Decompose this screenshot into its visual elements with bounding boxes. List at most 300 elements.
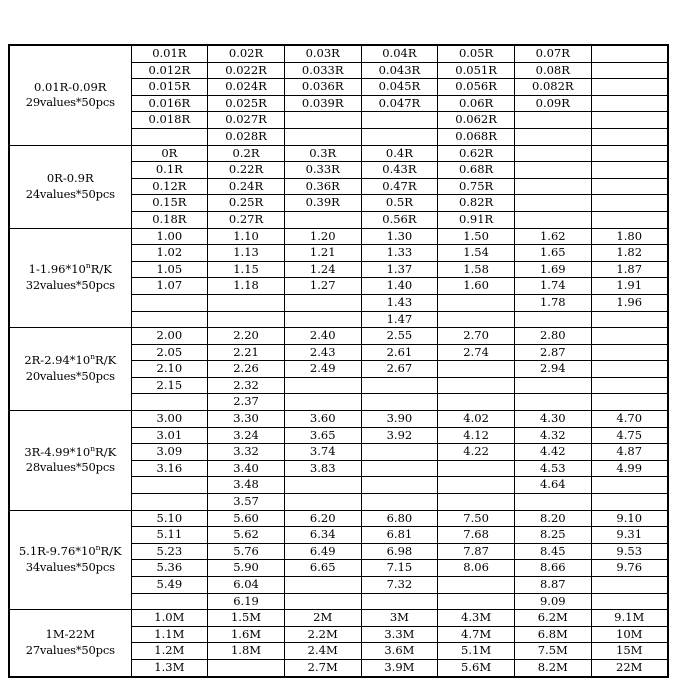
exponent-n: n bbox=[85, 261, 91, 271]
value-cell: 3.32 bbox=[208, 444, 285, 461]
empty-cell bbox=[591, 128, 668, 145]
group-count-label: 24values*50pcs bbox=[25, 186, 115, 201]
value-cell: 0.02R bbox=[208, 45, 285, 62]
value-cell: 3.24 bbox=[208, 427, 285, 444]
value-cell: 0.75R bbox=[438, 178, 515, 195]
exponent-n: n bbox=[90, 443, 96, 453]
value-cell: 3.57 bbox=[208, 494, 285, 511]
value-cell: 1.54 bbox=[438, 245, 515, 262]
empty-cell bbox=[438, 377, 515, 394]
value-cell: 0.045R bbox=[361, 79, 438, 96]
value-cell: 2.49 bbox=[284, 361, 361, 378]
value-cell: 1.33 bbox=[361, 245, 438, 262]
empty-cell bbox=[591, 62, 668, 79]
value-cell: 2.55 bbox=[361, 328, 438, 345]
value-cell: 1.00 bbox=[131, 228, 208, 245]
value-cell: 9.10 bbox=[591, 510, 668, 527]
empty-cell bbox=[208, 311, 285, 328]
value-cell: 2.05 bbox=[131, 344, 208, 361]
empty-cell bbox=[284, 593, 361, 610]
value-cell: 8.45 bbox=[514, 543, 591, 560]
value-cell: 2.43 bbox=[284, 344, 361, 361]
value-cell: 1.37 bbox=[361, 261, 438, 278]
group-range-label: 1-1.96*10$^n$R/K bbox=[28, 261, 112, 277]
value-cell: 0.22R bbox=[208, 162, 285, 179]
value-cell: 0.68R bbox=[438, 162, 515, 179]
empty-cell bbox=[591, 79, 668, 96]
value-cell: 4.22 bbox=[438, 444, 515, 461]
empty-cell bbox=[284, 494, 361, 511]
empty-cell bbox=[591, 477, 668, 494]
empty-cell bbox=[514, 377, 591, 394]
empty-cell bbox=[361, 112, 438, 129]
value-cell: 0.36R bbox=[284, 178, 361, 195]
value-cell: 2.94 bbox=[514, 361, 591, 378]
value-cell: 8.87 bbox=[514, 577, 591, 594]
empty-cell bbox=[131, 477, 208, 494]
empty-cell bbox=[591, 145, 668, 162]
empty-cell bbox=[591, 494, 668, 511]
table-row bbox=[9, 328, 668, 345]
value-cell: 1.21 bbox=[284, 245, 361, 262]
empty-cell bbox=[514, 128, 591, 145]
value-cell: 0.024R bbox=[208, 79, 285, 96]
group-range-label: 3R-4.99*10$^n$R/K bbox=[24, 443, 117, 459]
value-cell: 2.7M bbox=[284, 659, 361, 676]
group-range-label: 2R-2.94*10$^n$R/K bbox=[24, 352, 117, 368]
table-row bbox=[9, 411, 668, 428]
value-cell: 4.02 bbox=[438, 411, 515, 428]
empty-cell bbox=[591, 593, 668, 610]
value-cell: 0.06R bbox=[438, 95, 515, 112]
value-cell: 0.1R bbox=[131, 162, 208, 179]
empty-cell bbox=[361, 593, 438, 610]
value-cell: 1.5M bbox=[208, 610, 285, 627]
group-count-label: 28values*50pcs bbox=[25, 460, 115, 475]
empty-cell bbox=[284, 477, 361, 494]
empty-cell bbox=[591, 211, 668, 228]
value-cell: 1.69 bbox=[514, 261, 591, 278]
empty-cell bbox=[284, 112, 361, 129]
value-cell: 0.047R bbox=[361, 95, 438, 112]
empty-cell bbox=[591, 162, 668, 179]
value-cell: 7.68 bbox=[438, 527, 515, 544]
table-row bbox=[9, 45, 668, 62]
value-cell: 0.025R bbox=[208, 95, 285, 112]
value-cell: 3.6M bbox=[361, 643, 438, 660]
value-cell: 0.27R bbox=[208, 211, 285, 228]
value-cell: 3.90 bbox=[361, 411, 438, 428]
empty-cell bbox=[208, 294, 285, 311]
group-count-label: 34values*50pcs bbox=[25, 559, 115, 574]
value-cell: 9.1M bbox=[591, 610, 668, 627]
empty-cell bbox=[591, 112, 668, 129]
value-cell: 2M bbox=[284, 610, 361, 627]
value-cell: 0.47R bbox=[361, 178, 438, 195]
empty-cell bbox=[131, 394, 208, 411]
group-count-label: 32values*50pcs bbox=[25, 277, 115, 292]
value-cell: 0.033R bbox=[284, 62, 361, 79]
group-range-label: 5.1R-9.76*10$^n$R/K bbox=[18, 543, 122, 559]
value-cell: 1.47 bbox=[361, 311, 438, 328]
value-cell: 0.82R bbox=[438, 195, 515, 212]
resistor-value-table bbox=[8, 44, 669, 678]
empty-cell bbox=[591, 45, 668, 62]
empty-cell bbox=[131, 494, 208, 511]
empty-cell bbox=[514, 211, 591, 228]
value-cell: 3.30 bbox=[208, 411, 285, 428]
value-cell: 3.92 bbox=[361, 427, 438, 444]
value-cell: 1.8M bbox=[208, 643, 285, 660]
value-cell: 0.62R bbox=[438, 145, 515, 162]
value-cell: 8.25 bbox=[514, 527, 591, 544]
empty-cell bbox=[591, 361, 668, 378]
empty-cell bbox=[284, 128, 361, 145]
empty-cell bbox=[208, 659, 285, 676]
value-cell: 1.6M bbox=[208, 626, 285, 643]
group-count-label: 20values*50pcs bbox=[25, 369, 115, 384]
value-cell: 9.09 bbox=[514, 593, 591, 610]
empty-cell bbox=[361, 494, 438, 511]
empty-cell bbox=[591, 178, 668, 195]
value-cell: 4.12 bbox=[438, 427, 515, 444]
value-cell: 7.15 bbox=[361, 560, 438, 577]
table-row bbox=[9, 228, 668, 245]
value-cell: 5.10 bbox=[131, 510, 208, 527]
value-cell: 2.40 bbox=[284, 328, 361, 345]
empty-cell bbox=[131, 128, 208, 145]
table-row bbox=[9, 145, 668, 162]
group-label-group-5r1-9r76 bbox=[9, 510, 131, 610]
value-cell: 0.15R bbox=[131, 195, 208, 212]
value-cell: 6.98 bbox=[361, 543, 438, 560]
empty-cell bbox=[438, 460, 515, 477]
value-cell: 6.19 bbox=[208, 593, 285, 610]
value-cell: 2.70 bbox=[438, 328, 515, 345]
empty-cell bbox=[438, 394, 515, 411]
empty-cell bbox=[361, 394, 438, 411]
empty-cell bbox=[284, 211, 361, 228]
value-cell: 1.1M bbox=[131, 626, 208, 643]
value-cell: 2.26 bbox=[208, 361, 285, 378]
exponent-n: n bbox=[95, 543, 101, 553]
empty-cell bbox=[514, 178, 591, 195]
value-cell: 1.10 bbox=[208, 228, 285, 245]
value-cell: 1.30 bbox=[361, 228, 438, 245]
empty-cell bbox=[284, 294, 361, 311]
value-cell: 1.40 bbox=[361, 278, 438, 295]
value-cell: 0.4R bbox=[361, 145, 438, 162]
group-range-label: 1M-22M bbox=[45, 627, 95, 642]
value-cell: 2.21 bbox=[208, 344, 285, 361]
value-cell: 3.9M bbox=[361, 659, 438, 676]
empty-cell bbox=[131, 593, 208, 610]
empty-cell bbox=[591, 195, 668, 212]
empty-cell bbox=[361, 128, 438, 145]
value-cell: 0.56R bbox=[361, 211, 438, 228]
value-cell: 5.1M bbox=[438, 643, 515, 660]
empty-cell bbox=[284, 377, 361, 394]
group-label-group-0r01-0r09 bbox=[9, 45, 131, 145]
value-cell: 2.61 bbox=[361, 344, 438, 361]
empty-cell bbox=[284, 394, 361, 411]
value-cell: 1.02 bbox=[131, 245, 208, 262]
value-cell: 5.23 bbox=[131, 543, 208, 560]
value-cell: 1.82 bbox=[591, 245, 668, 262]
value-cell: 0R bbox=[131, 145, 208, 162]
exponent-n: n bbox=[90, 352, 96, 362]
value-cell: 7.50 bbox=[438, 510, 515, 527]
value-cell: 4.42 bbox=[514, 444, 591, 461]
table-row bbox=[9, 510, 668, 527]
value-cell: 1.20 bbox=[284, 228, 361, 245]
value-cell: 6.80 bbox=[361, 510, 438, 527]
empty-cell bbox=[591, 394, 668, 411]
group-label-group-0r-0r9 bbox=[9, 145, 131, 228]
empty-cell bbox=[514, 195, 591, 212]
value-cell: 0.43R bbox=[361, 162, 438, 179]
value-cell: 1.05 bbox=[131, 261, 208, 278]
value-cell: 8.20 bbox=[514, 510, 591, 527]
group-count-label: 27values*50pcs bbox=[25, 642, 115, 657]
value-cell: 3.00 bbox=[131, 411, 208, 428]
value-cell: 0.018R bbox=[131, 112, 208, 129]
value-cell: 5.90 bbox=[208, 560, 285, 577]
value-cell: 1.50 bbox=[438, 228, 515, 245]
value-cell: 5.6M bbox=[438, 659, 515, 676]
value-cell: 0.027R bbox=[208, 112, 285, 129]
value-cell: 1.15 bbox=[208, 261, 285, 278]
value-cell: 5.62 bbox=[208, 527, 285, 544]
value-cell: 4.70 bbox=[591, 411, 668, 428]
empty-cell bbox=[284, 311, 361, 328]
value-cell: 6.2M bbox=[514, 610, 591, 627]
value-cell: 2.4M bbox=[284, 643, 361, 660]
value-cell: 2.87 bbox=[514, 344, 591, 361]
empty-cell bbox=[514, 494, 591, 511]
empty-cell bbox=[514, 145, 591, 162]
value-cell: 2.80 bbox=[514, 328, 591, 345]
value-cell: 3.60 bbox=[284, 411, 361, 428]
empty-cell bbox=[438, 494, 515, 511]
value-cell: 5.49 bbox=[131, 577, 208, 594]
value-cell: 1.60 bbox=[438, 278, 515, 295]
value-cell: 1.62 bbox=[514, 228, 591, 245]
value-cell: 3.01 bbox=[131, 427, 208, 444]
empty-cell bbox=[591, 311, 668, 328]
empty-cell bbox=[438, 294, 515, 311]
value-cell: 2.37 bbox=[208, 394, 285, 411]
group-count-label: 29values*50pcs bbox=[25, 95, 115, 110]
value-cell: 0.039R bbox=[284, 95, 361, 112]
value-cell: 5.76 bbox=[208, 543, 285, 560]
value-cell: 9.31 bbox=[591, 527, 668, 544]
value-cell: 2.32 bbox=[208, 377, 285, 394]
value-cell: 0.022R bbox=[208, 62, 285, 79]
value-cell: 3.48 bbox=[208, 477, 285, 494]
group-range-label: 0R-0.9R bbox=[46, 170, 94, 185]
value-cell: 0.016R bbox=[131, 95, 208, 112]
value-cell: 4.64 bbox=[514, 477, 591, 494]
value-cell: 0.33R bbox=[284, 162, 361, 179]
empty-cell bbox=[438, 593, 515, 610]
value-cell: 6.81 bbox=[361, 527, 438, 544]
value-cell: 5.60 bbox=[208, 510, 285, 527]
value-cell: 1.2M bbox=[131, 643, 208, 660]
empty-cell bbox=[514, 112, 591, 129]
empty-cell bbox=[131, 311, 208, 328]
value-cell: 10M bbox=[591, 626, 668, 643]
value-cell: 2.10 bbox=[131, 361, 208, 378]
value-cell: 0.24R bbox=[208, 178, 285, 195]
value-cell: 4.75 bbox=[591, 427, 668, 444]
value-cell: 8.66 bbox=[514, 560, 591, 577]
table-row bbox=[9, 610, 668, 627]
value-cell: 0.028R bbox=[208, 128, 285, 145]
value-cell: 2.2M bbox=[284, 626, 361, 643]
empty-cell bbox=[361, 444, 438, 461]
value-cell: 0.04R bbox=[361, 45, 438, 62]
value-cell: 4.53 bbox=[514, 460, 591, 477]
value-cell: 6.34 bbox=[284, 527, 361, 544]
value-cell: 4.3M bbox=[438, 610, 515, 627]
value-cell: 0.12R bbox=[131, 178, 208, 195]
value-cell: 3M bbox=[361, 610, 438, 627]
value-cell: 8.2M bbox=[514, 659, 591, 676]
empty-cell bbox=[514, 394, 591, 411]
value-cell: 3.40 bbox=[208, 460, 285, 477]
value-cell: 0.09R bbox=[514, 95, 591, 112]
empty-cell bbox=[591, 577, 668, 594]
empty-cell bbox=[514, 311, 591, 328]
empty-cell bbox=[591, 95, 668, 112]
value-cell: 1.3M bbox=[131, 659, 208, 676]
table-body bbox=[9, 45, 668, 677]
value-cell: 0.08R bbox=[514, 62, 591, 79]
value-cell: 0.91R bbox=[438, 211, 515, 228]
value-cell: 0.03R bbox=[284, 45, 361, 62]
group-range-label: 0.01R-0.09R bbox=[34, 79, 107, 94]
value-cell: 4.32 bbox=[514, 427, 591, 444]
value-cell: 4.7M bbox=[438, 626, 515, 643]
empty-cell bbox=[591, 328, 668, 345]
value-cell: 4.87 bbox=[591, 444, 668, 461]
value-cell: 0.01R bbox=[131, 45, 208, 62]
value-cell: 2.74 bbox=[438, 344, 515, 361]
empty-cell bbox=[514, 162, 591, 179]
value-cell: 9.76 bbox=[591, 560, 668, 577]
value-cell: 9.53 bbox=[591, 543, 668, 560]
value-cell: 3.65 bbox=[284, 427, 361, 444]
empty-cell bbox=[438, 577, 515, 594]
group-label-group-1-1r96 bbox=[9, 228, 131, 328]
value-cell: 1.13 bbox=[208, 245, 285, 262]
value-cell: 0.2R bbox=[208, 145, 285, 162]
value-cell: 2.67 bbox=[361, 361, 438, 378]
group-label-group-2r-2r94 bbox=[9, 328, 131, 411]
value-cell: 5.11 bbox=[131, 527, 208, 544]
value-cell: 0.39R bbox=[284, 195, 361, 212]
value-cell: 0.043R bbox=[361, 62, 438, 79]
value-cell: 4.99 bbox=[591, 460, 668, 477]
empty-cell bbox=[361, 377, 438, 394]
value-cell: 1.91 bbox=[591, 278, 668, 295]
value-cell: 1.87 bbox=[591, 261, 668, 278]
value-cell: 8.06 bbox=[438, 560, 515, 577]
empty-cell bbox=[361, 477, 438, 494]
value-cell: 2.20 bbox=[208, 328, 285, 345]
value-cell: 0.051R bbox=[438, 62, 515, 79]
empty-cell bbox=[361, 460, 438, 477]
value-cell: 7.87 bbox=[438, 543, 515, 560]
value-cell: 0.062R bbox=[438, 112, 515, 129]
value-cell: 1.43 bbox=[361, 294, 438, 311]
value-cell: 1.0M bbox=[131, 610, 208, 627]
value-cell: 7.5M bbox=[514, 643, 591, 660]
value-cell: 0.5R bbox=[361, 195, 438, 212]
value-cell: 3.09 bbox=[131, 444, 208, 461]
value-cell: 3.83 bbox=[284, 460, 361, 477]
empty-cell bbox=[591, 344, 668, 361]
empty-cell bbox=[284, 577, 361, 594]
empty-cell bbox=[591, 377, 668, 394]
value-cell: 3.3M bbox=[361, 626, 438, 643]
value-cell: 7.32 bbox=[361, 577, 438, 594]
value-cell: 1.80 bbox=[591, 228, 668, 245]
value-cell: 15M bbox=[591, 643, 668, 660]
empty-cell bbox=[438, 311, 515, 328]
value-cell: 1.65 bbox=[514, 245, 591, 262]
value-cell: 6.04 bbox=[208, 577, 285, 594]
value-cell: 0.036R bbox=[284, 79, 361, 96]
value-cell: 0.082R bbox=[514, 79, 591, 96]
value-cell: 1.78 bbox=[514, 294, 591, 311]
value-cell: 0.05R bbox=[438, 45, 515, 62]
value-cell: 6.65 bbox=[284, 560, 361, 577]
value-cell: 2.15 bbox=[131, 377, 208, 394]
value-cell: 1.24 bbox=[284, 261, 361, 278]
value-cell: 4.30 bbox=[514, 411, 591, 428]
value-cell: 3.74 bbox=[284, 444, 361, 461]
value-cell: 0.18R bbox=[131, 211, 208, 228]
value-cell: 1.07 bbox=[131, 278, 208, 295]
empty-cell bbox=[438, 361, 515, 378]
value-cell: 1.74 bbox=[514, 278, 591, 295]
value-cell: 6.49 bbox=[284, 543, 361, 560]
value-cell: 0.07R bbox=[514, 45, 591, 62]
value-cell: 6.8M bbox=[514, 626, 591, 643]
value-cell: 0.056R bbox=[438, 79, 515, 96]
empty-cell bbox=[438, 477, 515, 494]
value-cell: 3.16 bbox=[131, 460, 208, 477]
value-cell: 1.18 bbox=[208, 278, 285, 295]
value-cell: 0.012R bbox=[131, 62, 208, 79]
value-cell: 5.36 bbox=[131, 560, 208, 577]
value-cell: 0.015R bbox=[131, 79, 208, 96]
value-cell: 0.3R bbox=[284, 145, 361, 162]
value-cell: 6.20 bbox=[284, 510, 361, 527]
value-cell: 22M bbox=[591, 659, 668, 676]
group-label-group-3r-4r99 bbox=[9, 411, 131, 511]
value-cell: 1.58 bbox=[438, 261, 515, 278]
value-cell: 0.068R bbox=[438, 128, 515, 145]
value-cell: 0.25R bbox=[208, 195, 285, 212]
value-cell: 1.96 bbox=[591, 294, 668, 311]
group-label-group-1m-22m bbox=[9, 610, 131, 677]
empty-cell bbox=[131, 294, 208, 311]
value-cell: 2.00 bbox=[131, 328, 208, 345]
value-cell: 1.27 bbox=[284, 278, 361, 295]
